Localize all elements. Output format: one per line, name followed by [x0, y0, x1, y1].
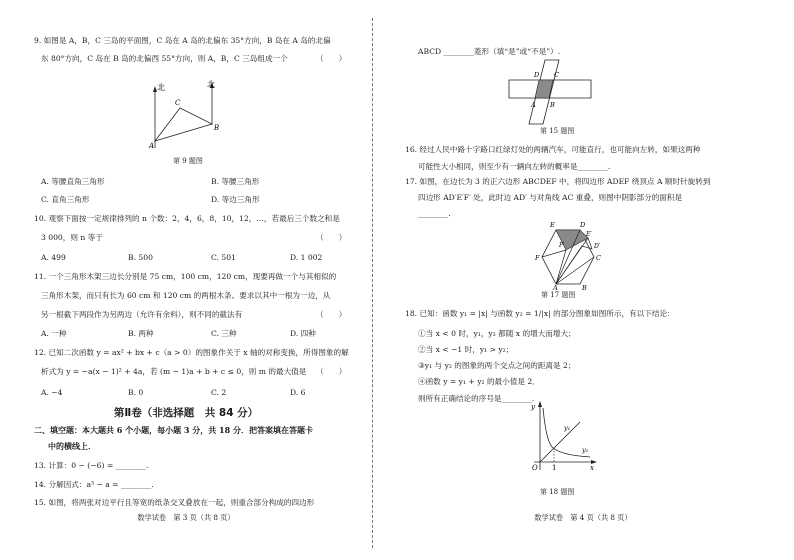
q15-label-d: D — [534, 71, 540, 79]
q15-continuation: ABCD ________菱形（填“是”或“不是”）. — [418, 47, 561, 56]
q11-line3: 另一根截下两段作为另两边（允许有余料），则不同的截法有 — [41, 310, 243, 319]
q17-label-d-prime: D′ — [594, 243, 601, 250]
q9-option-c: C. 直角三角形 — [41, 195, 90, 204]
q15-label-c: C — [554, 71, 559, 79]
q10-option-d: D. 1 002 — [290, 253, 323, 262]
q12-paren: （ ） — [316, 367, 347, 376]
q17-label-f: F — [535, 254, 540, 262]
q17-line3: ________. — [418, 209, 451, 218]
q18-axis-y: y — [531, 403, 535, 411]
q18-label-y2: y₂ — [582, 446, 589, 454]
left-footer: 数学试卷 第 3 页（共 8 页） — [137, 513, 235, 522]
q17-line1: 17. 如图，在边长为 3 的正六边形 ABCDEF 中，将四边形 ADEF 绕顶点 A 顺时针旋转到 — [405, 177, 711, 186]
q9-option-d: D. 等边三角形 — [211, 195, 260, 204]
q18-item-1: ①当 x < 0 时，y₁，y₂ 都随 x 的增大而增大； — [418, 329, 576, 338]
q9-option-b: B. 等腰三角形 — [211, 177, 260, 186]
q11-option-b: B. 两种 — [128, 329, 154, 338]
q9-figure — [145, 78, 230, 153]
q17-line2: 四边形 AD′E′F′ 处，此时边 AD′ 与对角线 AC 重叠，则图中阴影部分的面积是 — [418, 193, 683, 202]
q18-figure — [526, 400, 598, 475]
q9-north-b: 北 — [207, 80, 215, 89]
q17-label-e-prime: E′ — [586, 231, 592, 238]
q18-item-4: ④函数 y = y₁ + y₂ 的最小值是 2． — [418, 377, 540, 386]
q17-label-c: C — [596, 254, 601, 262]
q12-option-c: C. 2 — [211, 388, 227, 397]
q9-north-a: 北 — [157, 83, 165, 92]
q14: 14. 分解因式：a³ − a = ________. — [34, 480, 154, 489]
q9-label-c: C — [175, 99, 181, 107]
q18-label-y1: y₁ — [564, 424, 571, 432]
q9-paren: （ ） — [316, 54, 347, 63]
q11-paren: （ ） — [316, 310, 347, 319]
q9-option-a: A. 等腰直角三角形 — [41, 177, 105, 186]
q18-axis-x: x — [590, 464, 594, 472]
q10-line2: 3 000，则 n 等于 — [41, 233, 103, 242]
q11-line2: 三角形木架，而只有长为 60 cm 和 120 cm 的两根木条。要求以其中一根为一边，从 — [41, 291, 331, 300]
q18-item-2: ②当 x < −1 时，y₁ > y₂； — [418, 345, 514, 354]
q15-label-a: A — [531, 101, 536, 109]
q17-label-e: E — [550, 221, 555, 229]
q11-line1: 11. 一个三角形木架三边长分别是 75 cm，100 cm，120 cm，现要再做一个与其相似的 — [34, 272, 337, 281]
q10-paren: （ ） — [316, 233, 347, 242]
q17-figure — [508, 214, 620, 290]
q9-line2: 东 80°方向，C 岛在 B 岛的北偏西 55°方向，则 A，B，C 三岛组成一个 — [41, 54, 288, 63]
q18-ask: 则所有正确结论的序号是________. — [418, 394, 535, 403]
q18-origin: O — [532, 464, 538, 472]
q10-option-c: C. 501 — [211, 253, 236, 262]
q15-figure — [505, 58, 600, 126]
fill-section-head-1: 二、填空题：本大题共 6 个小题，每小题 3 分，共 18 分．把答案填在答题卡 — [34, 425, 313, 435]
section2-title: 第Ⅱ卷（非选择题 共 84 分） — [113, 407, 259, 419]
q15-label-b: B — [550, 101, 555, 109]
q18-caption: 第 18 题图 — [540, 488, 575, 496]
q10-option-b: B. 500 — [128, 253, 153, 262]
fill-section-head-2: 中的横线上． — [48, 441, 96, 451]
q12-option-b: B. 0 — [128, 388, 144, 397]
q10-option-a: A. 499 — [41, 253, 66, 262]
q9-caption: 第 9 题图 — [173, 157, 203, 165]
q12-line1: 12. 已知二次函数 y = ax² + bx + c（a > 0）的图象作关于 x 轴的对称变换，所得图象的解 — [34, 348, 349, 357]
q17-label-a: A — [553, 284, 558, 290]
q9-label-b: B — [214, 124, 220, 132]
q11-option-c: C. 三种 — [211, 329, 237, 338]
q17-caption: 第 17 题图 — [541, 291, 576, 299]
right-footer: 数学试卷 第 4 页（共 8 页） — [534, 513, 632, 522]
page-divider — [372, 18, 373, 548]
q16-line2: 可能性大小相同，则至少有一辆向左转的概率是________. — [418, 162, 611, 171]
q18-item-3: ③y₁ 与 y₂ 的图象的两个交点之间的距离是 2； — [418, 361, 576, 370]
q12-option-a: A. −4 — [41, 388, 63, 397]
q11-option-a: A. 一种 — [41, 329, 67, 338]
q12-option-d: D. 6 — [290, 388, 306, 397]
q16-line1: 16. 经过人民中路十字路口红绿灯处的两辆汽车，可能直行，也可能向左转，如果这两种 — [405, 145, 701, 154]
q13: 13. 计算：0 − (−6) = ________. — [34, 461, 149, 470]
q15-caption: 第 15 题图 — [540, 127, 575, 135]
q15-line1: 15. 如图，将两张对边平行且等宽的纸条交叉叠放在一起，则重合部分构成的四边形 — [34, 498, 315, 507]
q12-line2: 析式为 y = −a(x − 1)² + 4a，若 (m − 1)a + b + c ≤ 0，则 m 的最大值是 — [41, 367, 307, 376]
q9-line1: 9. 如图是 A，B，C 三岛的平面图，C 岛在 A 岛的北偏东 35°方向，B 岛在 A 岛的北偏 — [34, 36, 331, 45]
q17-label-f-prime: F′ — [559, 242, 565, 249]
q10-line1: 10. 观察下面按一定规律排列的 n 个数：2，4，6，8，10，12，…，若最后三个数之和是 — [34, 214, 340, 223]
q17-label-d: D — [580, 221, 586, 229]
q9-label-a: A — [149, 142, 155, 150]
q18-tick-1: 1 — [552, 464, 557, 472]
q11-option-d: D. 四种 — [290, 329, 316, 338]
q17-label-b: B — [582, 284, 587, 290]
q18-line1: 18. 已知：函数 y₁ = |x| 与函数 y₂ = 1/|x| 的部分图象如图所示，有以下结论： — [405, 309, 675, 318]
